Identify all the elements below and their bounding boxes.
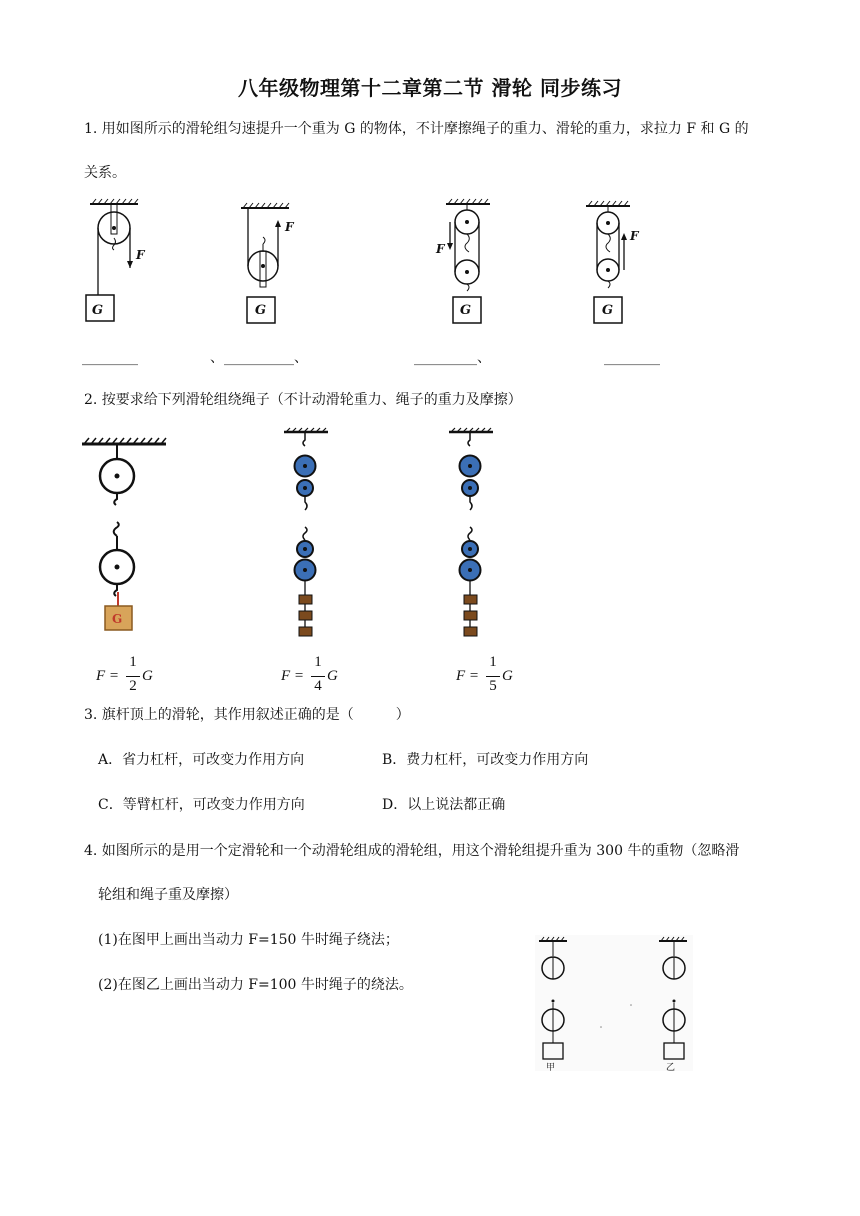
q3-option-b[interactable]: B．费力杠杆，可改变力作用方向: [382, 752, 589, 768]
q4-sub2: (2)在图乙上画出当动力 F=100 牛时绳子的绕法。: [98, 977, 413, 993]
formula-numerator: 1: [314, 654, 322, 670]
q2-formula-a: [96, 654, 153, 694]
formula-rhs: G: [502, 668, 513, 684]
weight-block: [464, 611, 477, 620]
q2-formula-b: [281, 654, 338, 694]
q1-figure-b: [235, 198, 305, 328]
q4-text-line2: 轮组和绳子重及摩擦）: [98, 887, 238, 903]
q1d-force-label: F: [630, 229, 639, 243]
fraction-bar: [486, 676, 500, 677]
weight-block: [299, 627, 312, 636]
page-title: 八年级物理第十二章第二节 滑轮 同步练习: [238, 76, 622, 100]
q2-figure-c: [445, 428, 505, 640]
ceiling-icon: [586, 201, 630, 206]
formula-lhs: F =: [456, 668, 480, 684]
ceiling-icon: [284, 428, 328, 432]
q1d-weight-label: G: [602, 303, 614, 318]
ceiling-icon: [449, 428, 493, 432]
q2-text: 2. 按要求给下列滑轮组绕绳子（不计动滑轮重力、绳子的重力及摩擦）: [84, 392, 522, 408]
formula-denominator: 5: [489, 678, 497, 694]
q4-text-line1: 4. 如图所示的是用一个定滑轮和一个动滑轮组成的滑轮组，用这个滑轮组提升重为 300 牛的重物（忽略滑: [84, 843, 740, 859]
q4-label-yi: 乙: [666, 1063, 676, 1073]
ceiling-icon: [446, 199, 490, 204]
weight-block: [464, 595, 477, 604]
formula-rhs: G: [142, 668, 153, 684]
q1-blank-4[interactable]: ________: [604, 350, 660, 366]
q2-formula-c: [456, 654, 513, 694]
fraction-bar: [311, 676, 325, 677]
q1c-force-label: F: [436, 242, 445, 256]
formula-denominator: 2: [129, 678, 137, 694]
q3-option-d[interactable]: D．以上说法都正确: [382, 797, 506, 813]
ceiling-icon: [82, 438, 166, 444]
q2-figure-b: [280, 428, 340, 640]
q1-text-line1: 1. 用如图所示的滑轮组匀速提升一个重为 G 的物体，不计摩擦绳子的重力、滑轮的重力，求拉力 F 和 G 的: [84, 121, 749, 137]
q4-label-jia: 甲: [546, 1063, 556, 1073]
q1-figure-d: [580, 198, 650, 328]
q3-text: 3. 旗杆顶上的滑轮，其作用叙述正确的是（ ）: [84, 707, 410, 723]
formula-lhs: F =: [281, 668, 305, 684]
weight-block: [464, 627, 477, 636]
q2-figure-a: [80, 436, 180, 636]
q1-blank-1[interactable]: ________: [82, 350, 138, 366]
formula-rhs: G: [327, 668, 338, 684]
q3-option-c[interactable]: C．等臂杠杆，可改变力作用方向: [98, 797, 305, 813]
q1-blank-2[interactable]: 、__________、: [210, 350, 308, 366]
formula-denominator: 4: [314, 678, 322, 694]
q1c-weight-label: G: [460, 303, 472, 318]
ceiling-icon: [241, 203, 289, 208]
q1a-force-label: F: [136, 248, 145, 262]
formula-numerator: 1: [489, 654, 497, 670]
fraction-bar: [126, 676, 140, 677]
q4-sub1: (1)在图甲上画出当动力 F=150 牛时绳子绕法；: [98, 932, 399, 948]
weight-block: [299, 595, 312, 604]
q3-option-a[interactable]: A．省力杠杆，可改变力作用方向: [98, 752, 305, 768]
weight-block: [299, 611, 312, 620]
formula-lhs: F =: [96, 668, 120, 684]
q4-figure: [535, 935, 695, 1075]
q1b-weight-label: G: [255, 303, 267, 318]
ceiling-icon: [90, 199, 138, 204]
q1-blank-3[interactable]: _________、: [414, 350, 491, 366]
q1a-weight-label: G: [92, 303, 104, 318]
q1b-force-label: F: [285, 220, 294, 234]
q1-text-line2: 关系。: [84, 165, 126, 181]
q2a-weight-label: G: [112, 612, 123, 626]
formula-numerator: 1: [129, 654, 137, 670]
